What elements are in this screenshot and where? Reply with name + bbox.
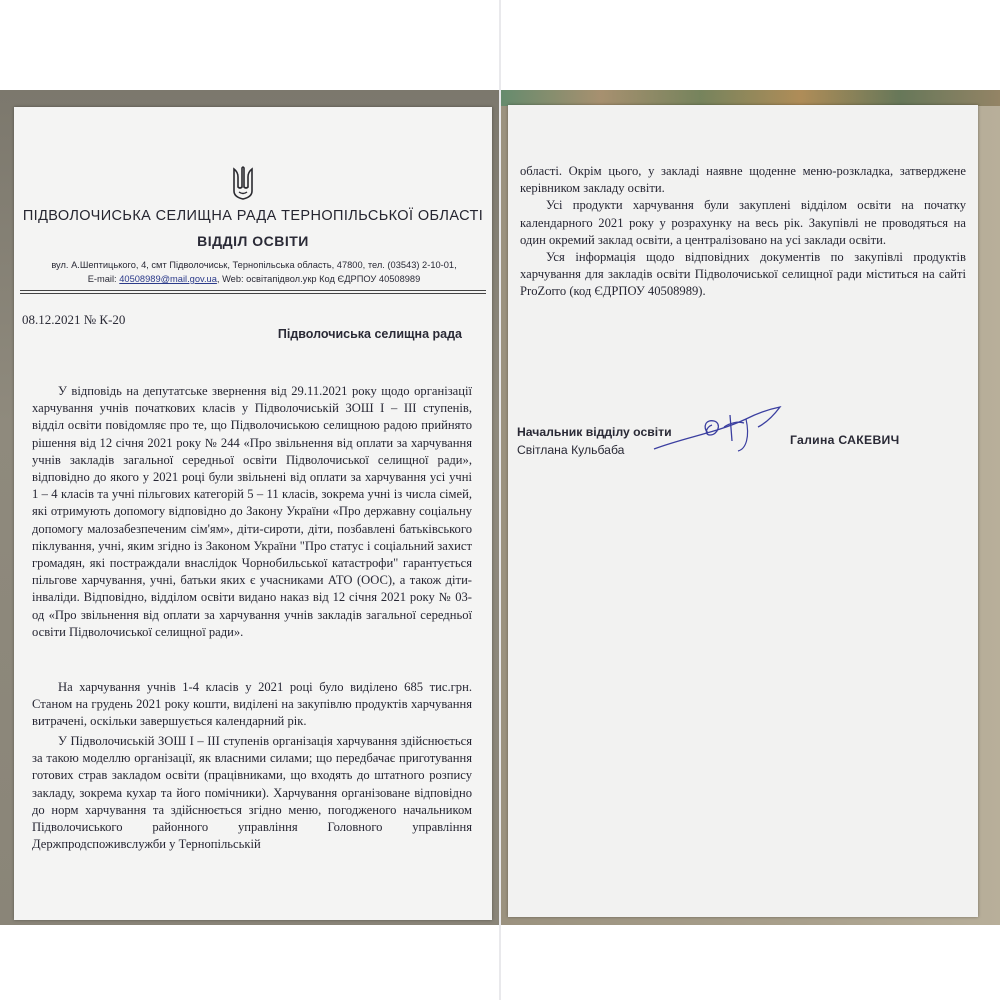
letterhead-rule-top — [20, 290, 486, 291]
paragraph-purchases: Усі продукти харчування були закуплені відділом освіти на початку календарного 2021 року у розрахунку на весь рік. Закупівлі не проводяться на один окремий заклад освіти, а централізовано на усі заклади освіти. — [520, 198, 966, 247]
letter-page-2 — [508, 105, 978, 917]
contacts-line — [34, 272, 474, 286]
letterhead-rule-bottom — [20, 293, 486, 294]
letter-body-continued — [520, 163, 966, 301]
paragraph-funding: На харчування учнів 1-4 класів у 2021 році було виділено 685 тис.грн. Станом на грудень 2021 року кошти, виділені на закупівлю продуктів харчування витрачені, оскільки завершується календарний рік. — [32, 680, 472, 729]
letter-body-funding — [32, 679, 472, 731]
signatory-name: Галина САКЕВИЧ — [790, 433, 900, 447]
handwritten-signature — [646, 397, 786, 457]
letter-body-main — [32, 383, 472, 641]
executor-name: Світлана Кульбаба — [517, 443, 625, 457]
address-line: вул. А.Шептицького, 4, смт Підволочиськ, Тернопільська область, 47800, тел. (03543) 2-10-01, — [51, 260, 457, 270]
addressee: Підволочиська селищна рада — [277, 327, 462, 341]
ukraine-trident-icon — [232, 165, 254, 201]
letter-page-1 — [14, 107, 492, 920]
right-page-photo — [501, 90, 1000, 925]
email-label: E-mail: — [87, 274, 117, 284]
left-page-photo — [0, 90, 499, 925]
paragraph-continuation: області. Окрім цього, у закладі наявне щоденне меню-розкладка, затверджене керівником закладу освіти. — [520, 164, 966, 196]
organization-name: ПІДВОЛОЧИСЬКА СЕЛИЩНА РАДА ТЕРНОПІЛЬСЬКОЇ ОБЛАСТІ — [22, 208, 484, 224]
signatory-title: Начальник відділу освіти — [517, 425, 672, 439]
paragraph-catering-model: У Підволочиській ЗОШ І – ІІІ ступенів організація харчування здійснюється за такою моделлю організації, як власними силами; що передбачає приготування готових страв закладом освіти (працівниками, що входять до штатного розпису закладу, зокрема кухар та його помічники). Харчування організоване відповідно до норм харчування та здійснюється згідно меню, погодженого начальником Підволочиського районного управління Головного управління Держпродспоживслужби у Тернопільській — [32, 734, 472, 852]
paragraph-response: У відповідь на депутатське звернення від 29.11.2021 року щодо організації харчування учнів початкових класів у Підволочиській ЗОШ І – ІІІ ступенів, відділ освіти повідомляє про те, що Підволочиською селищною радою прийнято рішення від 12 січня 2021 року № 244 «Про звільнення від оплати за харчування учнів закладів загальної середньої освіти Підволочиської селищної ради», відповідно до якого у 2021 році були звільнені від оплати за харчування усі учні 1 – 4 класів та учні пільгових категорій 5 – 11 класів, зокрема учні із числа сімей, які отримують допомогу відповідно до Закону України «Про державну соціальну допомогу малозабезпеченим сім'ям», діти-сироти, діти, позбавлені батьківського піклування, учні, яким згідно із Законом України "Про статус і соціальний захист громадян, які постраждали внаслідок Чорнобильської катастрофи" гарантується пільгове харчування, учні, батьки яких є учасниками АТО (ООС), а також діти-інваліди. Відповідно, відділом освіти видано наказ від 12 січня 2021 року № 03-од «Про звільнення від оплати за харчування учнів закладів загальної середньої освіти Підволочиської селищної ради». — [32, 384, 472, 639]
document-reference: 08.12.2021 № К-20 — [22, 312, 126, 327]
letter-body-organization — [32, 733, 472, 853]
letterhead-address — [34, 258, 474, 286]
email-link[interactable]: 40508989@mail.gov.ua — [119, 274, 217, 284]
web-and-code: , Web: освітапідвол.укр Код ЄДРПОУ 40508989 — [216, 274, 421, 284]
paragraph-prozorro: Уся інформація щодо відповідних документів по закупівлі продуктів харчування для закладів освіти Підволочиської селищної ради міститься на сайті ProZorro (код ЄДРПОУ 40508989). — [520, 250, 966, 299]
department-name: ВІДДІЛ ОСВІТИ — [197, 233, 309, 249]
background-objects — [501, 90, 1000, 106]
